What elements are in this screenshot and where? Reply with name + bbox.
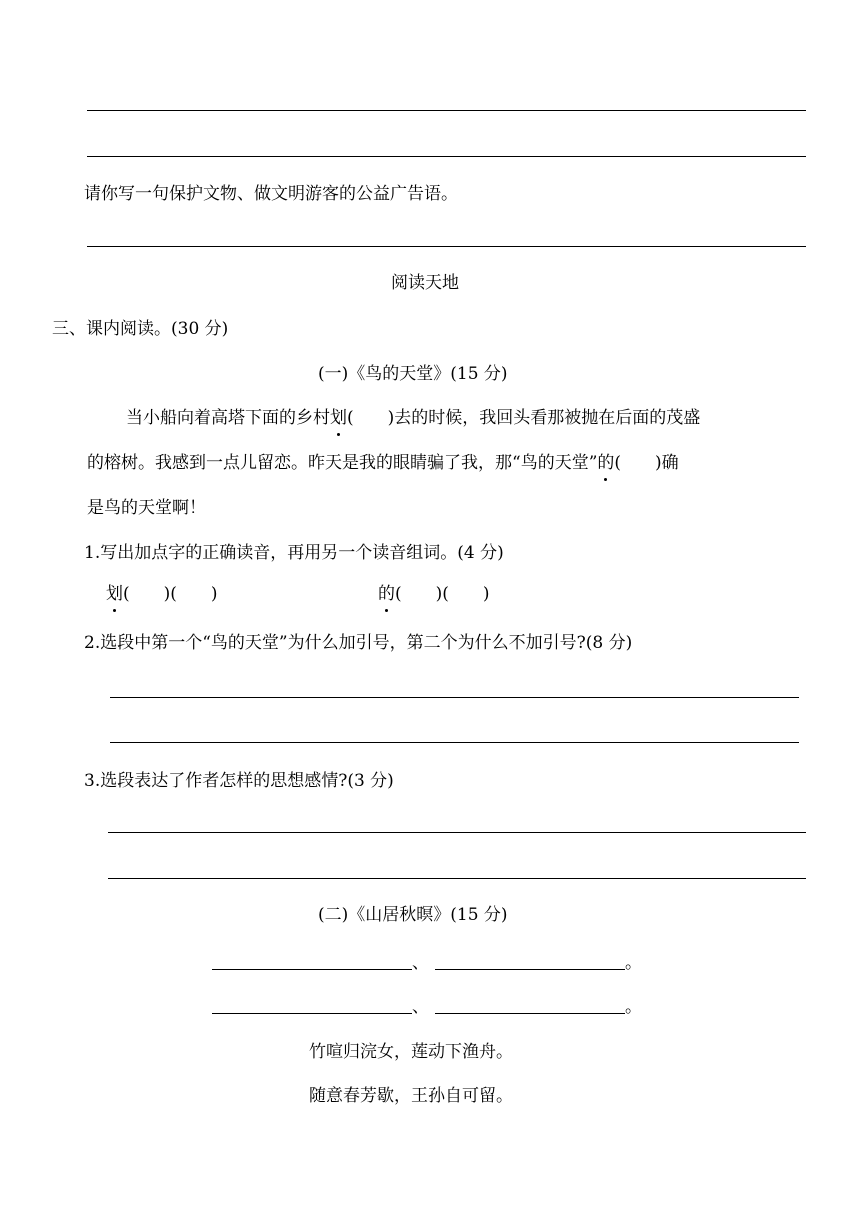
period: 。 [625,997,642,1017]
poem-line-3: 竹喧归浣女，莲动下渔舟。 [309,1042,513,1062]
dotted-char: 划 [106,584,123,604]
answer-line[interactable] [108,832,806,833]
dotted-char: 划 [330,408,347,428]
poem-blank-line-2 [212,995,642,1019]
question-3-title: 三、课内阅读。(30 分) [52,319,229,339]
part-2-title: (二)《山居秋暝》(15 分) [318,905,508,925]
poem-blank[interactable] [212,995,412,1014]
question-1: 1.写出加点字的正确读音，再用另一个读音组词。(4 分) [84,543,504,563]
answer-line[interactable] [87,246,806,247]
slogan-prompt: 请你写一句保护文物、做文明游客的公益广告语。 [84,184,458,204]
poem-blank[interactable] [435,951,625,970]
answer-line[interactable] [87,110,806,111]
period: 。 [625,953,642,973]
poem-blank[interactable] [212,951,412,970]
answer-line[interactable] [87,156,806,157]
passage-line-3: 是鸟的天堂啊！ [87,498,206,518]
passage-text: ( )去的时候，我回头看那被抛在后面的茂盛 [347,408,701,428]
separator: 、 [412,997,429,1017]
pinyin-blanks[interactable]: ( )( ) [395,584,490,604]
question-2: 2.选段中第一个“鸟的天堂”为什么加引号，第二个为什么不加引号?(8 分) [84,633,633,653]
poem-blank-line-1 [212,951,642,975]
answer-line[interactable] [110,742,799,743]
part-1-title: (一)《鸟的天堂》(15 分) [318,364,508,384]
passage-text: ( )确 [614,453,679,473]
question-3: 3.选段表达了作者怎样的思想感情?(3 分) [84,771,394,791]
passage-line-2 [87,451,679,475]
passage-text: 当小船向着高塔下面的乡村 [126,408,330,428]
answer-line[interactable] [110,697,799,698]
dotted-char: 的 [597,453,615,473]
poem-line-4: 随意春芳歇，王孙自可留。 [309,1086,513,1106]
section-heading: 阅读天地 [391,273,459,293]
passage-text: 的榕树。我感到一点儿留恋。昨天是我的眼睛骗了我，那“鸟的天堂” [87,453,598,473]
q1-item-2[interactable] [378,582,490,606]
answer-line[interactable] [108,878,806,879]
separator: 、 [412,953,429,973]
poem-blank[interactable] [435,995,625,1014]
dotted-char: 的 [378,584,395,604]
q1-item-1[interactable] [106,582,218,606]
passage-line-1 [126,406,700,430]
pinyin-blanks[interactable]: ( )( ) [123,584,218,604]
